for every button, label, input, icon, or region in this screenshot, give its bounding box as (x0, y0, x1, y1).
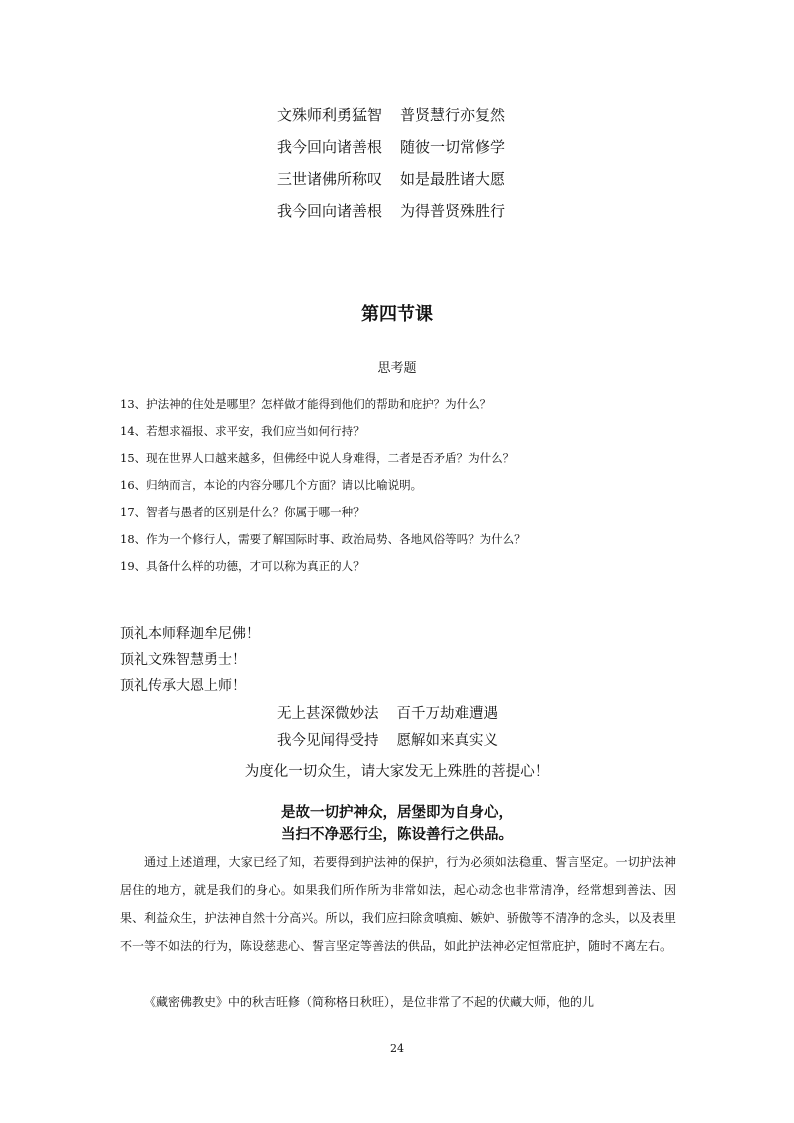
bodhicitta-exhortation: 为度化一切众生，请大家发无上殊胜的菩提心！ (244, 764, 550, 780)
question-item: 19、具备什么样的功德，才可以称为真正的人？ (120, 559, 365, 573)
verse-left: 文殊师利勇猛智 (277, 106, 383, 124)
question-item: 14、若想求福报、求平安，我们应当如何行持？ (120, 424, 365, 438)
verse-line (277, 136, 505, 168)
question-item: 13、护法神的住处是哪里？怎样做才能得到他们的帮助和庇护？为什么？ (120, 397, 492, 411)
verse-line (277, 730, 498, 757)
opening-verse (277, 703, 498, 757)
homage-line: 顶礼本师释迦牟尼佛！ (120, 626, 260, 642)
top-verse (277, 104, 505, 232)
verse-left: 我今见闻得受持 (277, 733, 379, 749)
verse-right: 愿解如来真实义 (396, 733, 498, 749)
questions-header: 思考题 (377, 361, 417, 376)
verse-line (277, 200, 505, 232)
lesson-title: 第四节课 (361, 304, 433, 325)
body-paragraph: 《藏密佛教史》中的秋吉旺修（简称格日秋旺），是位非常了不起的伏藏大师，他的儿 (144, 995, 595, 1009)
homage-line: 顶礼文殊智慧勇士！ (120, 652, 246, 668)
homage-block (120, 624, 260, 702)
question-item: 15、现在世界人口越来越多，但佛经中说人身难得，二者是否矛盾？为什么？ (120, 451, 515, 465)
question-item: 16、归纳而言，本论的内容分哪几个方面？请以比喻说明。 (120, 478, 423, 492)
verse-right: 随彼一切常修学 (400, 138, 506, 156)
verse-left: 无上甚深微妙法 (277, 706, 379, 722)
verse-left: 三世诸佛所称叹 (277, 170, 383, 188)
verse-right: 普贤慧行亦复然 (400, 106, 506, 124)
question-list (120, 395, 680, 584)
body-paragraph: 通过上述道理，大家已经了知，若要得到护法神的保护，行为必须如法稳重、誓言坚定。一切护法神居住的地方，就是我们的身心。如果我们所作所为非常如法，起心动念也非常清净，经常想到善法、因果、利益众生，护法神自然十分高兴。所以，我们应扫除贪嗔痴、嫉妒、骄傲等不清净的念头，以及表里不一等不如法的行为，陈设慈悲心、誓言坚定等善法的供品，如此护法神必定恒常庇护，随时不离左右。 (120, 855, 676, 953)
question-item: 17、智者与愚者的区别是什么？你属于哪一种？ (120, 505, 365, 519)
quote-line: 当扫不净恶行尘，陈设善行之供品。 (281, 827, 513, 843)
verse-left: 我今回向诸善根 (277, 202, 383, 220)
verse-left: 我今回向诸善根 (277, 138, 383, 156)
page-number: 24 (390, 1042, 404, 1055)
verse-right: 如是最胜诸大愿 (400, 170, 506, 188)
verse-line (277, 703, 498, 730)
verse-right: 为得普贤殊胜行 (400, 202, 506, 220)
verse-line (277, 168, 505, 200)
verse-right: 百千万劫难遭遇 (396, 706, 498, 722)
verse-line (277, 104, 505, 136)
quote-line: 是故一切护神众，居堡即为自身心， (281, 805, 513, 821)
homage-line: 顶礼传承大恩上师！ (120, 678, 246, 694)
root-text-quote (0, 802, 794, 846)
question-item: 18、作为一个修行人，需要了解国际时事、政治局势、各地风俗等吗？为什么？ (120, 532, 526, 546)
